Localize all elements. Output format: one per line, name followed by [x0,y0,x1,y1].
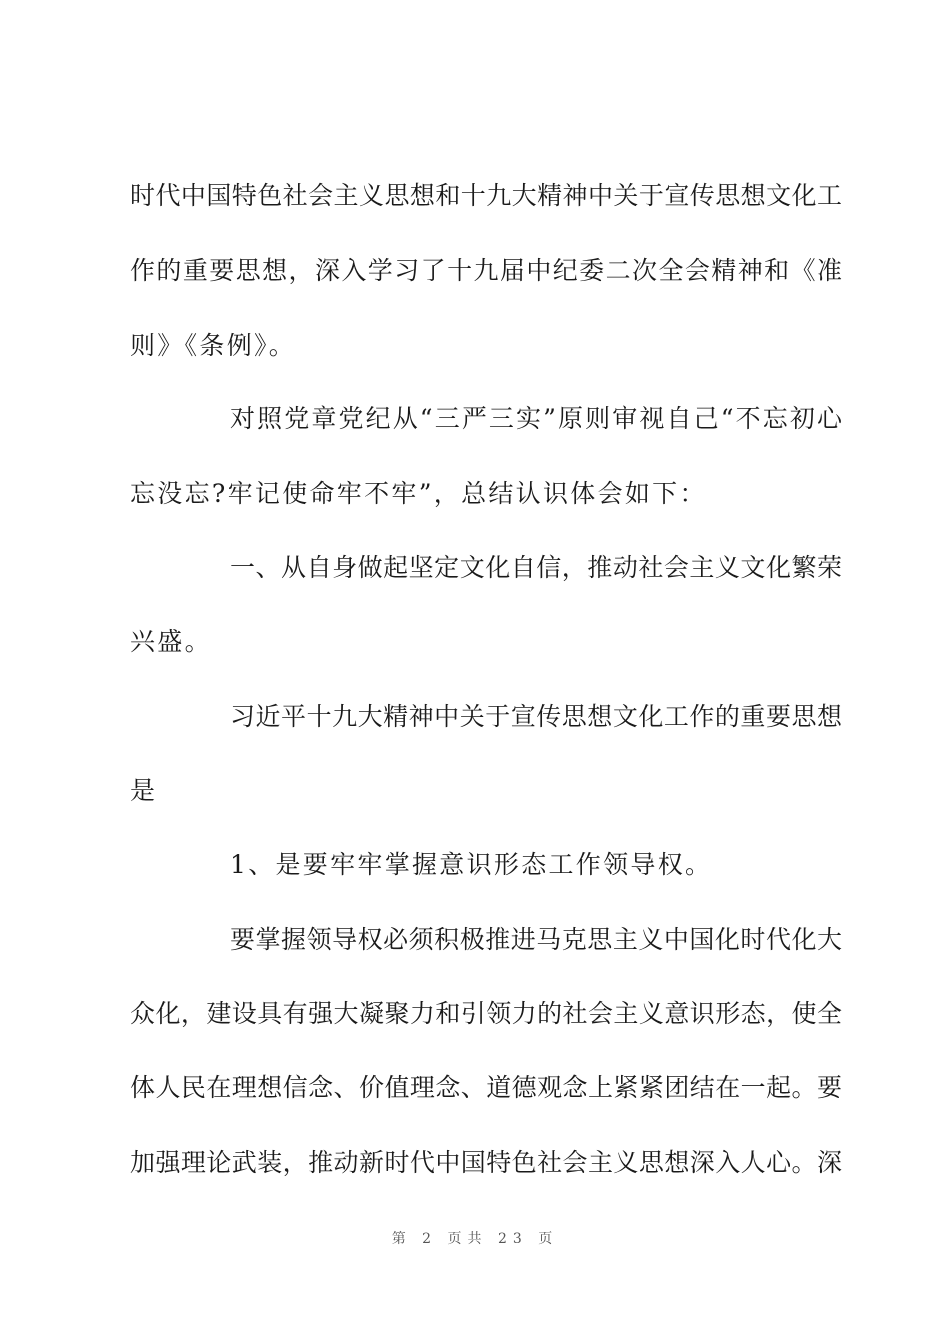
paragraph-first-line: 要掌握领导权必须积极推进马克思主义中国化时代化大 [230,925,842,954]
body-text-line: 是 [130,776,158,805]
body-text-line: 体人民在理想信念、价值理念、道德观念上紧紧团结在一起。要 [130,1073,842,1102]
body-text-line: 时代中国特色社会主义思想和十九大精神中关于宣传思想文化工 [130,181,842,210]
body-text-line: 则》《条例》。 [130,331,297,360]
paragraph-first-line: 对照党章党纪从“三严三实”原则审视自己“不忘初心 [230,404,842,433]
body-text-line: 众化，建设具有强大凝聚力和引领力的社会主义意识形态，使全 [130,999,842,1028]
body-text-line: 忘没忘?牢记使命牢不牢”，总结认识体会如下： [130,479,707,508]
paragraph-first-line: 习近平十九大精神中关于宣传思想文化工作的重要思想 [230,702,842,731]
section-heading-line: 一、从自身做起坚定文化自信，推动社会主义文化繁荣 [230,553,842,582]
body-text-line: 作的重要思想，深入学习了十九届中纪委二次全会精神和《准 [130,256,842,285]
body-text-line: 加强理论武装，推动新时代中国特色社会主义思想深入人心。深 [130,1148,842,1177]
page-number-footer: 第 2 页共 23 页 [391,1231,559,1247]
list-item-heading: 1、是要牢牢掌握意识形态工作领导权。 [230,850,713,879]
section-heading-line: 兴盛。 [130,627,212,656]
